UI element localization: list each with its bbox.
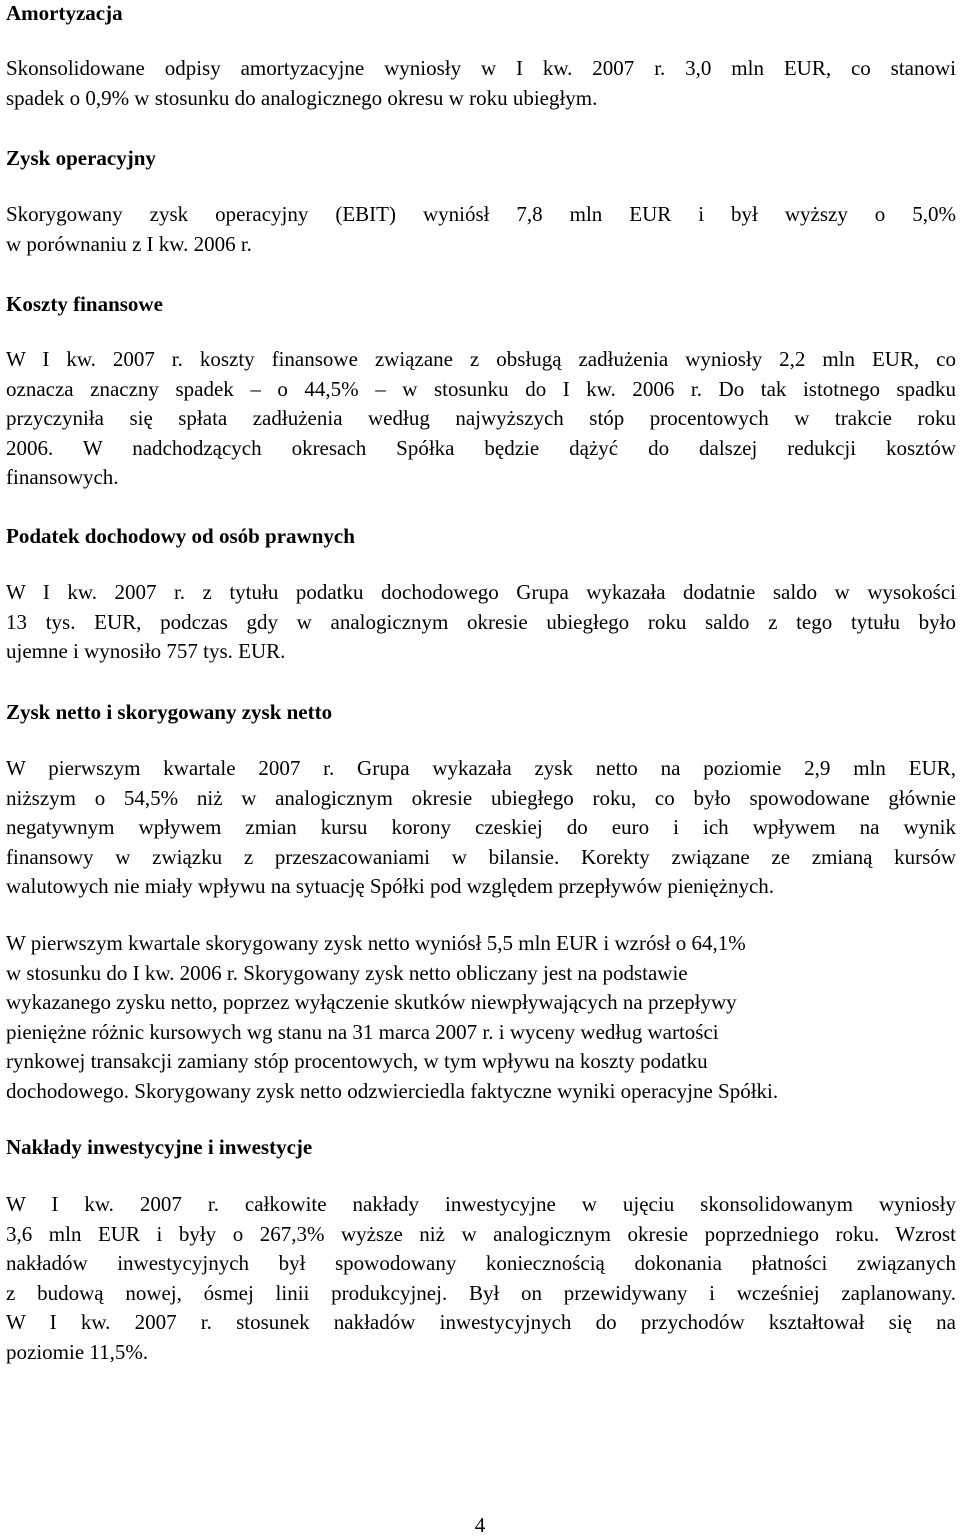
text-line: 3,6 mln EUR i były o 267,3% wyższe niż w analogicznym okresie poprzedniego roku. Wzrost [6,1221,956,1246]
section-title-naklady-inwestycyjne: Nakłady inwestycyjne i inwestycje [6,1135,313,1159]
section-title-podatek-dochodowy: Podatek dochodowy od osób prawnych [6,524,355,548]
text-line: w porównaniu z I kw. 2006 r. [6,231,252,256]
paragraph-zysk-operacyjny [6,200,956,259]
text-line: niższym o 54,5% niż w analogicznym okresie ubiegłego roku, co było spowodowane głównie [6,785,956,810]
text-line: finansowy w związku z przeszacowaniami w bilansie. Korekty związane ze zmianą kursów [6,844,956,869]
text-line: 13 tys. EUR, podczas gdy w analogicznym okresie ubiegłego roku saldo z tego tytułu było [6,609,956,634]
text-line: w stosunku do I kw. 2006 r. Skorygowany zysk netto obliczany jest na podstawie [6,960,688,985]
paragraph-zysk-netto-2 [6,929,956,1106]
text-line: oznacza znaczny spadek – o 44,5% – w stosunku do I kw. 2006 r. Do tak istotnego spadku [6,376,956,401]
paragraph-zysk-netto-1 [6,754,956,902]
text-line: W I kw. 2007 r. stosunek nakładów inwestycyjnych do przychodów kształtował się na [6,1310,956,1334]
page-number: 4 [474,1513,486,1537]
paragraph-naklady-inwestycyjne [6,1190,956,1367]
text-line: W I kw. 2007 r. całkowite nakłady inwestycyjne w ujęciu skonsolidowanym wyniosły [6,1192,956,1216]
text-line: Skorygowany zysk operacyjny (EBIT) wyniósł 7,8 mln EUR i był wyższy o 5,0% [6,202,956,226]
text-line: rynkowej transakcji zamiany stóp procentowych, w tym wpływu na koszty podatku [6,1049,708,1073]
text-line: W pierwszym kwartale 2007 r. Grupa wykazała zysk netto na poziomie 2,9 mln EUR, [6,756,956,780]
text-line: 2006. W nadchodzących okresach Spółka będzie dążyć do dalszej redukcji kosztów [6,435,956,460]
text-line: negatywnym wpływem zmian kursu korony czeskiej do euro i ich wpływem na wynik [6,815,956,839]
section-title-zysk-netto: Zysk netto i skorygowany zysk netto [6,700,333,724]
text-line: nakładów inwestycyjnych był spowodowany koniecznością dokonania płatności związanych [6,1251,956,1275]
text-line: W I kw. 2007 r. z tytułu podatku dochodowego Grupa wykazała dodatnie saldo w wysokości [6,580,956,604]
text-line: przyczyniła się spłata zadłużenia według najwyższych stóp procentowych w trakcie roku [6,406,956,430]
text-line: walutowych nie miały wpływu na sytuację Spółki pod względem przepływów pieniężnych. [6,874,775,898]
section-title-koszty-finansowe: Koszty finansowe [6,292,163,316]
text-line: dochodowego. Skorygowany zysk netto odzwierciedla faktyczne wyniki operacyjne Spółki. [6,1078,779,1103]
paragraph-amortyzacja [6,54,956,113]
text-line: poziomie 11,5%. [6,1339,149,1364]
text-line: z budową nowej, ósmej linii produkcyjnej. Był on przewidywany i wcześniej zaplanowany. [6,1280,956,1305]
text-line: spadek o 0,9% w stosunku do analogicznego okresu w roku ubiegłym. [6,85,598,110]
text-line: W I kw. 2007 r. koszty finansowe związane z obsługą zadłużenia wyniosły 2,2 mln EUR, co [6,347,956,371]
text-line: finansowych. [6,465,119,489]
text-line: W pierwszym kwartale skorygowany zysk netto wyniósł 5,5 mln EUR i wzrósł o 64,1% [6,931,746,955]
text-line: ujemne i wynosiło 757 tys. EUR. [6,639,286,663]
text-line: pieniężne różnic kursowych wg stanu na 31 marca 2007 r. i wyceny według wartości [6,1019,719,1044]
paragraph-koszty-finansowe [6,345,956,493]
paragraph-podatek-dochodowy [6,578,956,667]
text-line: wykazanego zysku netto, poprzez wyłączenie skutków niewpływających na przepływy [6,990,737,1014]
section-title-zysk-operacyjny: Zysk operacyjny [6,146,156,170]
section-title-amortyzacja: Amortyzacja [6,1,123,25]
text-line: Skonsolidowane odpisy amortyzacyjne wyniosły w I kw. 2007 r. 3,0 mln EUR, co stanowi [6,56,956,80]
